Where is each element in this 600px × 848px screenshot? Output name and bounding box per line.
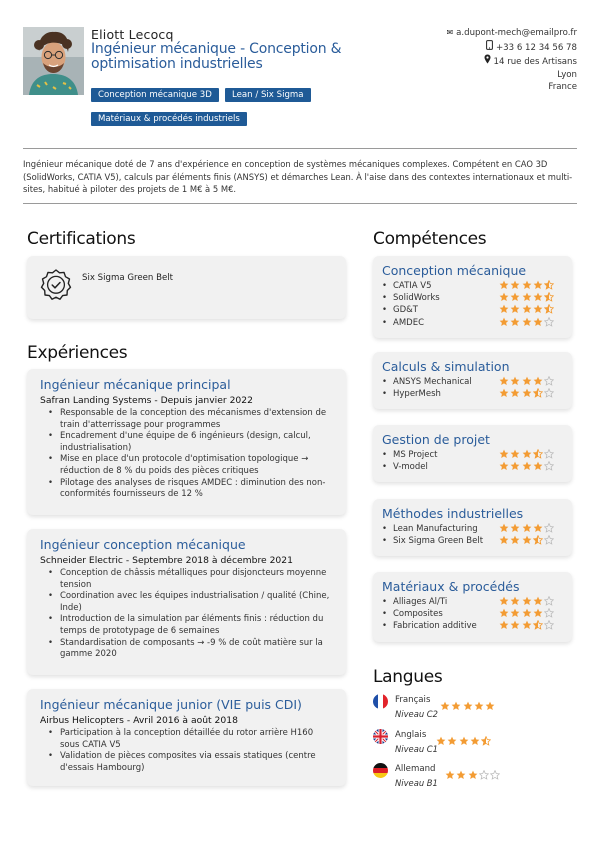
list-item: • Mise en place d'un protocole d'optimisation topologique → réduction de 8 % du poids des pièces critiques <box>40 454 330 477</box>
skill-item <box>382 620 562 632</box>
star-empty-icon <box>544 608 554 618</box>
skill-name: MS Project <box>393 450 438 460</box>
star-rating <box>445 764 501 776</box>
uk-flag-icon <box>373 729 388 744</box>
list-item: • Validation de pièces composites via essais statiques (centre d'essais Hambourg) <box>40 751 330 774</box>
star-empty-icon <box>544 596 554 606</box>
envelope-icon: ✉ <box>446 28 454 37</box>
contact-country: France <box>548 82 577 92</box>
skill-name: GD&T <box>393 305 418 316</box>
skill-name: SolidWorks <box>393 293 440 304</box>
star-full-icon <box>533 292 543 302</box>
experience-title: Ingénieur mécanique junior (VIE puis CDI) <box>40 697 302 712</box>
skill-item <box>382 608 562 620</box>
experience-card <box>27 369 346 515</box>
language-item <box>373 727 573 761</box>
skill-name: ANSYS Mechanical <box>393 377 472 387</box>
skill-name: AMDEC <box>393 317 424 328</box>
star-full-icon <box>499 292 509 302</box>
language-name: Allemand <box>395 764 436 774</box>
divider <box>23 148 577 149</box>
star-rating <box>499 596 555 608</box>
location-pin-icon <box>484 54 491 69</box>
certification-item: Six Sigma Green Belt <box>82 273 174 283</box>
experience-bullets <box>40 568 330 661</box>
skill-list <box>382 376 562 400</box>
skill-item <box>382 304 562 316</box>
language-level: Niveau C1 <box>395 744 438 754</box>
star-full-icon <box>445 770 455 780</box>
tag: Conception mécanique 3D <box>91 88 219 102</box>
list-item: • Coordination avec les équipes industrialisation / qualité (Chine, Inde) <box>40 591 330 614</box>
skill-item <box>382 535 562 547</box>
star-full-icon <box>510 620 520 630</box>
list-item: • Introduction de la simulation par éléments finis : réduction du temps de prototypage de 6 semaines <box>40 614 330 637</box>
star-full-icon <box>522 620 532 630</box>
star-rating <box>499 523 555 535</box>
contact-address: 14 rue des Artisans <box>446 54 577 69</box>
star-full-icon <box>474 701 484 711</box>
header <box>23 27 583 122</box>
skill-list <box>382 523 562 547</box>
star-empty-icon <box>544 449 554 459</box>
experience-bullets <box>40 408 330 501</box>
star-rating <box>440 695 496 707</box>
star-half-icon <box>533 620 543 630</box>
star-rating <box>499 449 555 461</box>
star-full-icon <box>470 736 480 746</box>
star-empty-icon <box>544 523 554 533</box>
star-full-icon <box>533 317 543 327</box>
list-item: • Standardisation de composants → -9 % de coût matière sur la gamme 2020 <box>40 638 330 661</box>
experience-title: Ingénieur mécanique principal <box>40 377 231 392</box>
star-empty-icon <box>544 620 554 630</box>
job-title: Ingénieur mécanique - Conception & optimisation industrielles <box>91 41 342 72</box>
skill-card <box>373 572 572 642</box>
section-title-certifications: Certifications <box>27 229 136 249</box>
star-empty-icon <box>544 535 554 545</box>
skill-item <box>382 376 562 388</box>
star-full-icon <box>510 376 520 386</box>
experience-card <box>27 689 346 786</box>
language-level: Niveau B1 <box>395 778 438 788</box>
star-empty-icon <box>544 388 554 398</box>
star-full-icon <box>499 596 509 606</box>
star-full-icon <box>533 608 543 618</box>
star-full-icon <box>440 701 450 711</box>
star-half-icon <box>544 280 554 290</box>
star-full-icon <box>499 388 509 398</box>
language-name: Français <box>395 695 431 705</box>
star-full-icon <box>533 523 543 533</box>
section-title-languages: Langues <box>373 667 443 687</box>
skill-item <box>382 461 562 473</box>
star-rating <box>436 730 492 742</box>
profile-summary: Ingénieur mécanique doté de 7 ans d'expérience en conception de systèmes mécaniques complexes. Compétent en CAO 3D (SolidWorks, CATIA V5), calculs par éléments finis (ANSYS) et démarches Lean. À l'aise dans des contextes internationaux et multi-sites, habitué à piloter des projets de 1 M€ à 5 M€. <box>23 159 573 195</box>
skill-card <box>373 425 572 482</box>
language-name: Anglais <box>395 730 427 740</box>
star-full-icon <box>456 770 466 780</box>
star-full-icon <box>468 770 478 780</box>
skill-name: Fabrication additive <box>393 621 477 632</box>
skill-group-title: Conception mécanique <box>382 263 527 278</box>
skill-item <box>382 523 562 535</box>
contact-block <box>446 27 577 94</box>
skill-name: CATIA V5 <box>393 281 432 291</box>
language-item <box>373 761 573 795</box>
list-item: • Pilotage des analyses de risques AMDEC : diminution des non-conformités fournisseurs de 12 % <box>40 478 330 501</box>
star-full-icon <box>510 523 520 533</box>
france-flag-icon <box>373 694 388 709</box>
skill-card <box>373 352 572 409</box>
skill-item <box>382 292 562 304</box>
star-rating <box>499 376 555 388</box>
skill-name: Six Sigma Green Belt <box>393 536 484 547</box>
star-empty-icon <box>479 770 489 780</box>
star-full-icon <box>451 701 461 711</box>
star-full-icon <box>522 292 532 302</box>
star-full-icon <box>510 608 520 618</box>
skill-item <box>382 317 562 329</box>
candidate-name: Eliott Lecocq <box>91 27 174 42</box>
star-rating <box>499 608 555 620</box>
tag-list <box>91 82 331 130</box>
skill-group-title: Calculs & simulation <box>382 359 510 374</box>
star-full-icon <box>499 535 509 545</box>
star-empty-icon <box>544 376 554 386</box>
phone-icon <box>486 40 493 55</box>
star-full-icon <box>522 596 532 606</box>
skill-name: Lean Manufacturing <box>393 524 478 534</box>
language-item <box>373 692 573 726</box>
skill-item <box>382 280 562 292</box>
star-full-icon <box>533 596 543 606</box>
star-full-icon <box>522 608 532 618</box>
skill-name: Composites <box>393 609 443 620</box>
star-rating <box>499 535 555 547</box>
star-half-icon <box>533 449 543 459</box>
skill-list <box>382 596 562 633</box>
skill-card <box>373 499 572 556</box>
star-empty-icon <box>544 461 554 471</box>
star-full-icon <box>499 317 509 327</box>
star-half-icon <box>544 292 554 302</box>
star-full-icon <box>499 376 509 386</box>
star-full-icon <box>522 280 532 290</box>
skill-name: V-model <box>393 462 428 473</box>
star-full-icon <box>533 376 543 386</box>
star-rating <box>499 280 555 292</box>
germany-flag-icon <box>373 763 388 778</box>
star-full-icon <box>459 736 469 746</box>
star-rating <box>499 292 555 304</box>
star-full-icon <box>510 596 520 606</box>
certificate-badge-icon <box>39 268 73 306</box>
star-full-icon <box>522 535 532 545</box>
star-full-icon <box>510 449 520 459</box>
star-full-icon <box>463 701 473 711</box>
experience-company-dates: Safran Landing Systems - Depuis janvier 2022 <box>40 395 253 406</box>
star-full-icon <box>485 701 495 711</box>
star-rating <box>499 620 555 632</box>
list-item: • Participation à la conception détaillée du rotor arrière H160 sous CATIA V5 <box>40 728 330 751</box>
star-half-icon <box>533 535 543 545</box>
skill-name: HyperMesh <box>393 389 441 400</box>
section-title-experiences: Expériences <box>27 343 128 363</box>
star-half-icon <box>533 388 543 398</box>
star-full-icon <box>499 620 509 630</box>
star-empty-icon <box>490 770 500 780</box>
experience-card <box>27 529 346 675</box>
skill-name: Alliages Al/Ti <box>393 597 448 607</box>
skill-item <box>382 596 562 608</box>
skill-card <box>373 256 572 338</box>
skill-list <box>382 449 562 473</box>
star-full-icon <box>510 535 520 545</box>
star-full-icon <box>522 449 532 459</box>
star-full-icon <box>510 461 520 471</box>
star-rating <box>499 461 555 473</box>
experience-title: Ingénieur conception mécanique <box>40 537 246 552</box>
star-full-icon <box>510 304 520 314</box>
star-full-icon <box>522 304 532 314</box>
star-full-icon <box>499 304 509 314</box>
star-full-icon <box>522 317 532 327</box>
star-full-icon <box>447 736 457 746</box>
star-half-icon <box>544 304 554 314</box>
star-full-icon <box>499 280 509 290</box>
experience-company-dates: Airbus Helicopters - Avril 2016 à août 2018 <box>40 715 238 726</box>
list-item: • Responsable de la conception des mécanismes d'extension de train d'atterrissage pour programmes <box>40 408 330 431</box>
star-full-icon <box>522 461 532 471</box>
skill-item <box>382 388 562 400</box>
star-full-icon <box>499 461 509 471</box>
section-title-skills: Compétences <box>373 229 487 249</box>
skill-list <box>382 280 562 329</box>
experience-company-dates: Schneider Electric - Septembre 2018 à décembre 2021 <box>40 555 293 566</box>
star-half-icon <box>481 736 491 746</box>
star-full-icon <box>522 388 532 398</box>
experience-bullets <box>40 728 330 774</box>
skill-item <box>382 449 562 461</box>
star-rating <box>499 304 555 316</box>
star-empty-icon <box>544 317 554 327</box>
list-item: • Encadrement d'une équipe de 6 ingénieurs (design, calcul, industrialisation) <box>40 431 330 454</box>
divider <box>23 203 577 204</box>
skill-group-title: Méthodes industrielles <box>382 506 524 521</box>
star-full-icon <box>499 449 509 459</box>
star-full-icon <box>499 608 509 618</box>
star-full-icon <box>510 292 520 302</box>
star-full-icon <box>510 280 520 290</box>
skill-group-title: Matériaux & procédés <box>382 579 520 594</box>
list-item: • Conception de châssis métalliques pour disjoncteurs moyenne tension <box>40 568 330 591</box>
tag: Matériaux & procédés industriels <box>91 112 247 126</box>
star-full-icon <box>533 304 543 314</box>
star-full-icon <box>499 523 509 533</box>
contact-email[interactable]: ✉ a.dupont-mech@emailpro.fr <box>446 28 577 38</box>
star-full-icon <box>533 461 543 471</box>
star-full-icon <box>522 523 532 533</box>
star-rating <box>499 317 555 329</box>
contact-city: Lyon <box>557 69 577 80</box>
star-rating <box>499 388 555 400</box>
star-full-icon <box>510 317 520 327</box>
contact-phone[interactable]: +33 6 12 34 56 78 <box>446 40 577 55</box>
certifications-card <box>27 256 346 319</box>
skill-group-title: Gestion de projet <box>382 432 490 447</box>
profile-photo <box>23 27 84 95</box>
star-full-icon <box>533 280 543 290</box>
star-full-icon <box>522 376 532 386</box>
star-full-icon <box>510 388 520 398</box>
language-level: Niveau C2 <box>395 709 438 719</box>
tag: Lean / Six Sigma <box>225 88 311 102</box>
